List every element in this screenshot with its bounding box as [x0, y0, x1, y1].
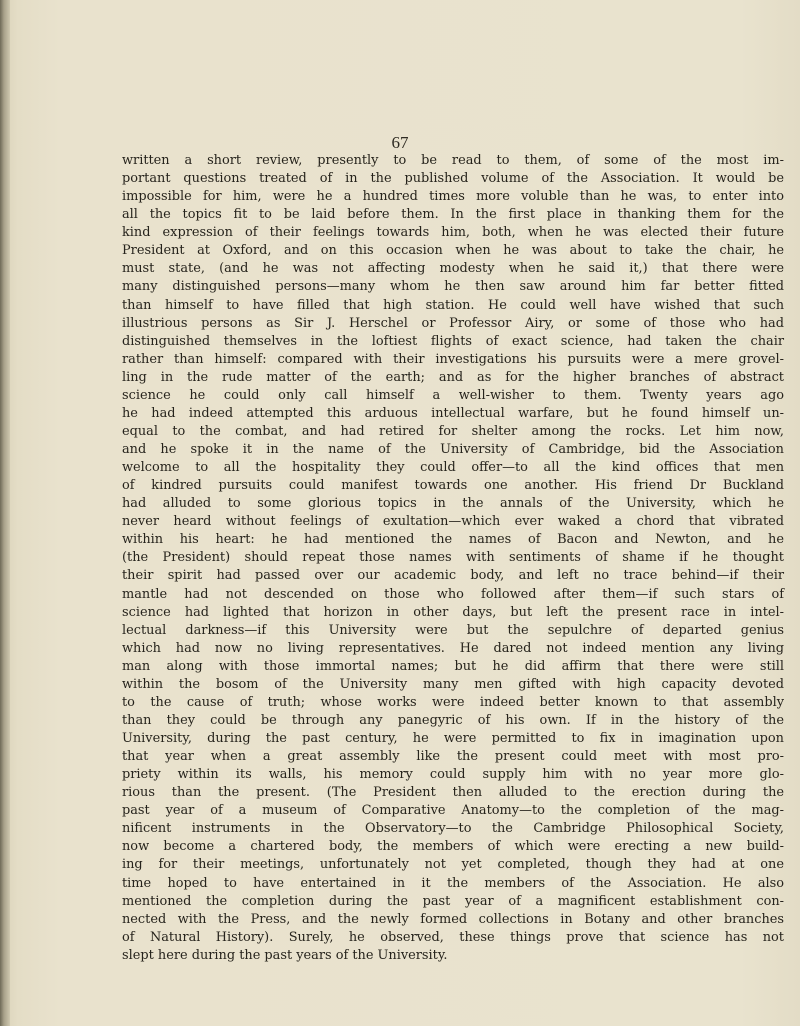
text-line: than they could be through any panegyric of his own. If in the history of the	[122, 712, 784, 728]
text-line: of kindred pursuits could manifest towards one another. His friend Dr Buckland	[122, 478, 784, 494]
text-line: time hoped to have entertained in it the members of the Association. He also	[122, 875, 784, 891]
text-line: had alluded to some glorious topics in the annals of the University, which he	[122, 496, 784, 512]
text-line: rious than the present. (The President then alluded to the erection during the	[122, 785, 784, 801]
text-line: priety within its walls, his memory could supply him with no year more glo-	[122, 767, 784, 783]
text-line: nected with the Press, and the newly formed collections in Botany and other branches	[122, 911, 784, 927]
text-line: than himself to have filled that high station. He could well have wished that such	[122, 297, 784, 313]
text-line: portant questions treated of in the published volume of the Association. It would be	[122, 171, 784, 187]
text-line: science he could only call himself a well-wisher to them. Twenty years ago	[122, 387, 784, 403]
text-line: distinguished themselves in the loftiest flights of exact science, had taken the chair	[122, 333, 784, 349]
text-line: University, during the past century, he were permitted to fix in imagination upon	[122, 731, 784, 746]
text-line: all the topics fit to be laid before them. In the first place in thanking them for the	[122, 207, 784, 223]
text-line: ling in the rude matter of the earth; and as for the higher branches of abstract	[122, 369, 784, 385]
text-line: of Natural History). Surely, he observed, these things prove that science has not	[122, 929, 784, 945]
text-line: lectual darkness—if this University were but the sepulchre of departed genius	[122, 622, 784, 638]
text-line: impossible for him, were he a hundred times more voluble than he was, to enter into	[122, 189, 784, 205]
text-line: he had indeed attempted this arduous intellectual warfare, but he found himself un-	[122, 405, 784, 421]
text-line: science had lighted that horizon in other days, but left the present race in intel-	[122, 604, 784, 620]
text-line: nificent instruments in the Observatory—to the Cambridge Philosophical Society,	[122, 821, 784, 837]
text-line: within the bosom of the University many men gifted with high capacity devoted	[122, 676, 784, 692]
text-line: their spirit had passed over our academic body, and left no trace behind—if their	[122, 568, 784, 584]
text-line: slept here during the past years of the University.	[122, 947, 448, 963]
text-line: man along with those immortal names; but he did affirm that there were still	[122, 658, 784, 674]
text-line: mentioned the completion during the past year of a magnificent establishment con-	[122, 893, 784, 909]
book-binding-edge	[0, 0, 10, 1026]
text-line: President at Oxford, and on this occasion when he was about to take the chair, he	[122, 243, 784, 259]
text-line: equal to the combat, and had retired for shelter among the rocks. Let him now,	[122, 423, 784, 439]
text-line: illustrious persons as Sir J. Herschel or Professor Airy, or some of those who had	[122, 315, 784, 331]
page-number: 67	[391, 133, 409, 152]
text-line: welcome to all the hospitality they could offer—to all the kind offices that men	[122, 460, 784, 476]
text-line: within his heart: he had mentioned the names of Bacon and Newton, and he	[122, 532, 784, 548]
text-line: rather than himself: compared with their investigations his pursuits were a mere grovel-	[122, 351, 784, 367]
text-line: ing for their meetings, unfortunately not yet completed, though they had at one	[122, 857, 784, 873]
text-line: that year when a great assembly like the present could meet with most pro-	[122, 749, 784, 765]
text-line: mantle had not descended on those who followed after them—if such stars of	[122, 586, 784, 602]
text-line: which had now no living representatives. He dared not indeed mention any living	[122, 640, 784, 656]
text-line: and he spoke it in the name of the University of Cambridge, bid the Association	[122, 442, 784, 457]
text-line: to the cause of truth; whose works were indeed better known to that assembly	[122, 694, 784, 710]
text-line: written a short review, presently to be read to them, of some of the most im-	[122, 153, 784, 168]
text-line: (the President) should repeat those names with sentiments of shame if he thought	[122, 550, 784, 566]
text-line: must state, (and he was not affecting modesty when he said it,) that there were	[122, 261, 784, 277]
text-line: kind expression of their feelings towards him, both, when he was elected their future	[122, 225, 784, 241]
text-line: past year of a museum of Comparative Anatomy—to the completion of the mag-	[122, 803, 784, 819]
body-text	[122, 152, 784, 965]
text-line: many distinguished persons—many whom he then saw around him far better fitted	[122, 279, 784, 295]
text-line: now become a chartered body, the members of which were erecting a new build-	[122, 839, 784, 855]
text-line: never heard without feelings of exultation—which ever waked a chord that vibrated	[122, 514, 784, 530]
